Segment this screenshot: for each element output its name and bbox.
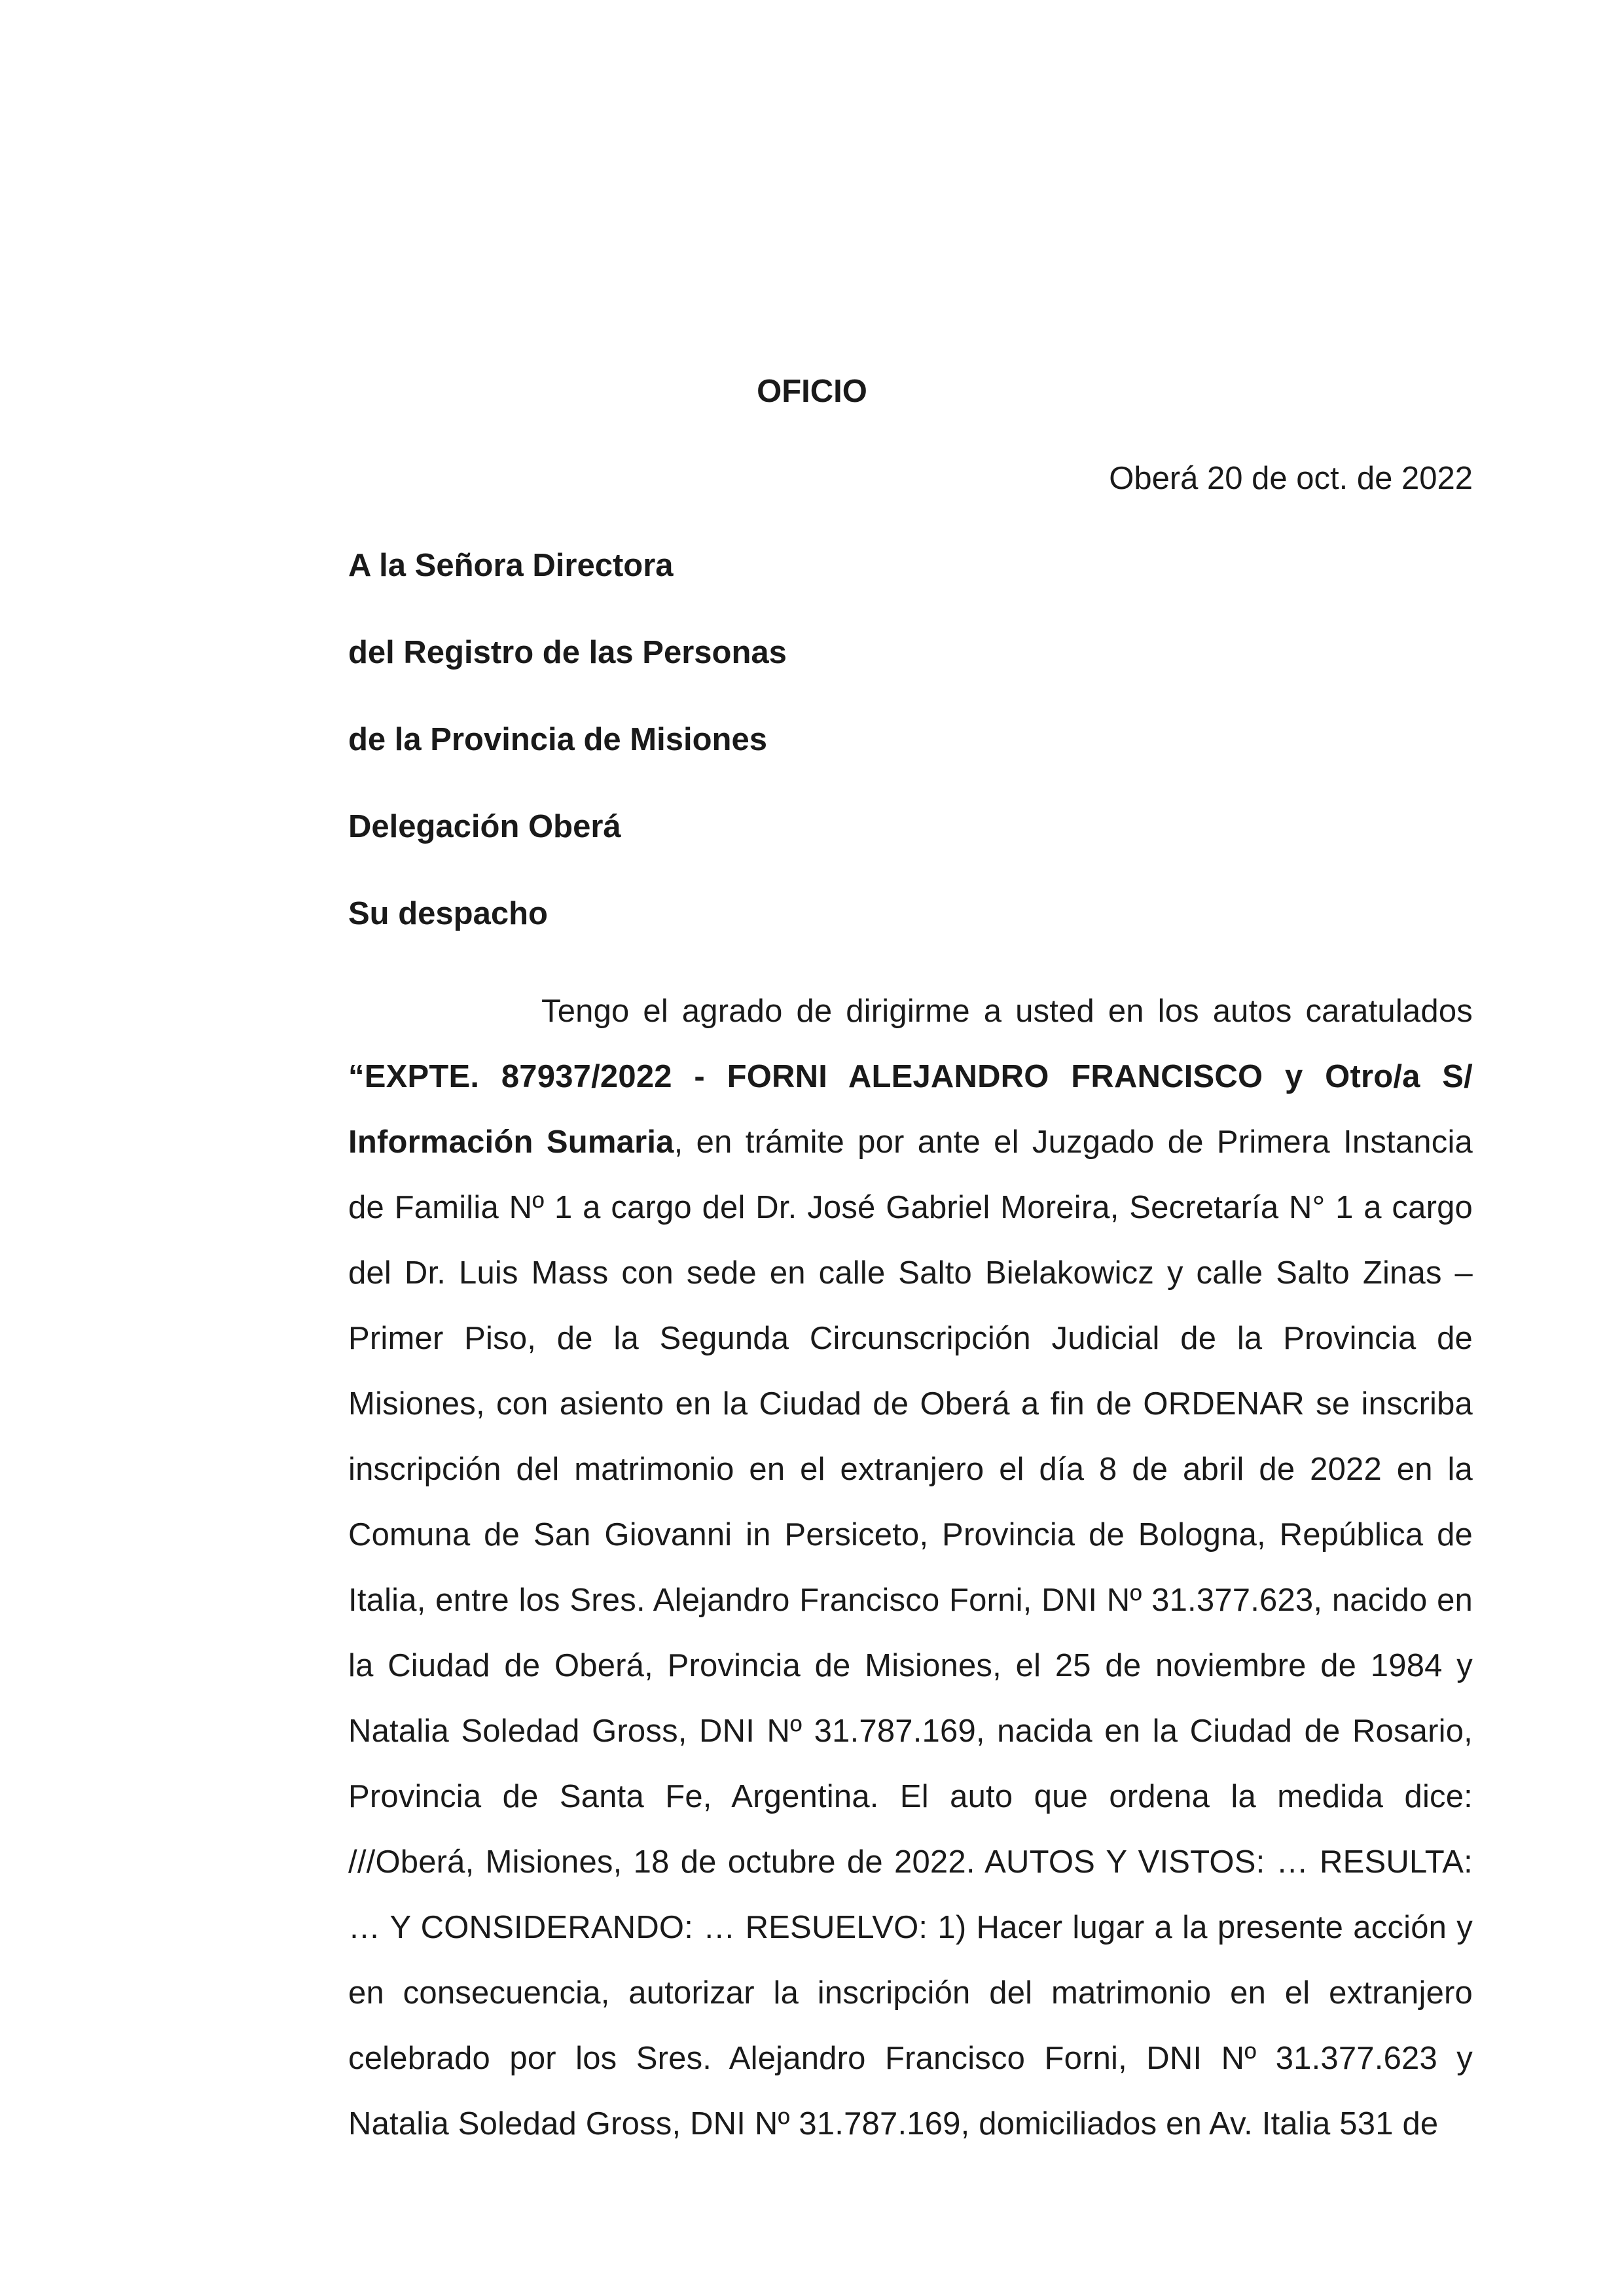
addressee-line: Su despacho (348, 896, 548, 931)
body-paragraph (348, 978, 1473, 2157)
addressee-line: Delegación Oberá (348, 809, 621, 844)
addressee-line: del Registro de las Personas (348, 635, 787, 670)
document-title: OFICIO (757, 374, 867, 409)
body-intro: Tengo el agrado de dirigirme a usted en los autos caratulados (541, 994, 1473, 1029)
addressee-line: de la Provincia de Misiones (348, 722, 767, 757)
document-date: Oberá 20 de oct. de 2022 (1109, 461, 1473, 496)
addressee-block (348, 543, 787, 978)
case-title: “EXPTE. 87937/2022 - FORNI ALEJANDRO FRANCISCO y Otro/a S/ Información Sumaria (348, 1059, 1473, 1160)
addressee-line: A la Señora Directora (348, 548, 674, 583)
body-text: , en trámite por ante el Juzgado de Primera Instancia de Familia Nº 1 a cargo del Dr. José Gabriel Moreira, Secretaría N° 1 a cargo del Dr. Luis Mass con sede en calle Salto Bielakowicz y calle Salto Zinas – Primer Piso, de la Segunda Circunscripción Judicial de la Provincia de Misiones, con asiento en la Ciudad de Oberá a fin de ORDENAR se inscriba inscripción del matrimonio en el extranjero el día 8 de abril de 2022 en la Comuna de San Giovanni in Persiceto, Provincia de Bologna, República de Italia, entre los Sres. Alejandro Francisco Forni, DNI Nº 31.377.623, nacido en la Ciudad de Oberá, Provincia de Misiones, el 25 de noviembre de 1984 y Natalia Soledad Gross, DNI Nº 31.787.169, nacida en la Ciudad de Rosario, Provincia de Santa Fe, Argentina. El auto que ordena la medida dice: ///Oberá, Misiones, 18 de octubre de 2022. AUTOS Y VISTOS: … RESULTA: … Y CONSIDERANDO: … RESUELVO: 1) Hacer lugar a la presente acción y en consecuencia, autorizar la inscripción del matrimonio en el extranjero celebrado por los Sres. Alejandro Francisco Forni, DNI Nº 31.377.623 y Natalia Soledad Gross, DNI Nº 31.787.169, domiciliados en Av. Italia 531 de (348, 1124, 1473, 2142)
